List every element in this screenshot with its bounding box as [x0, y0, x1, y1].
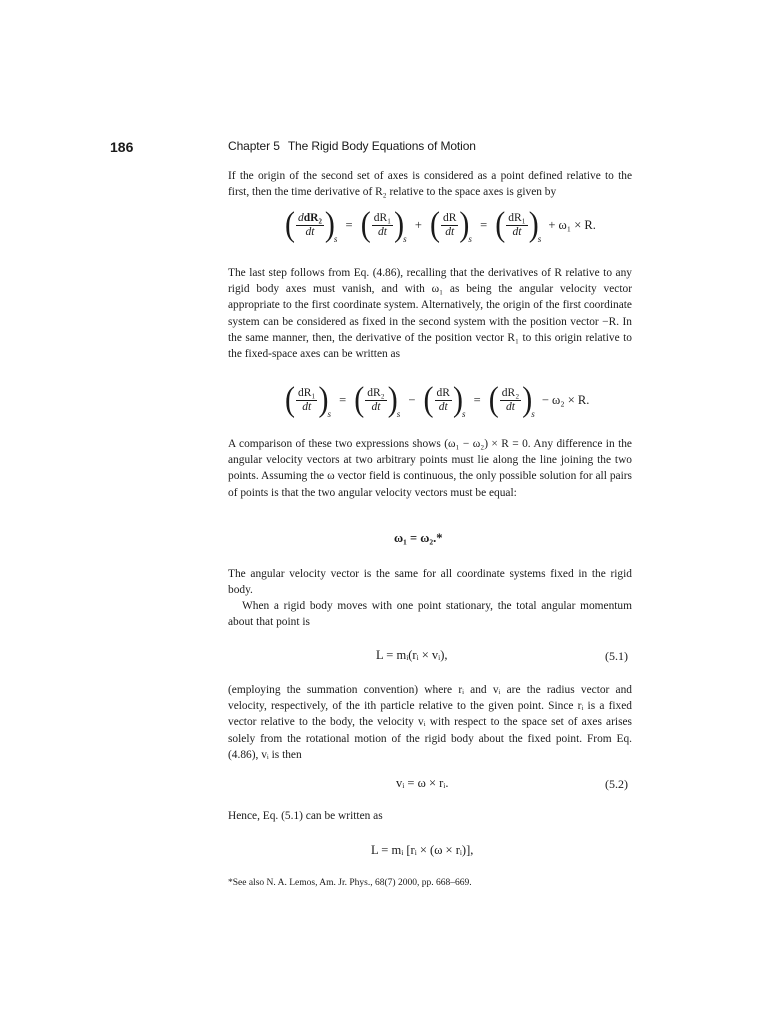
- equals-sign: =: [339, 392, 347, 407]
- numerator-R1: dR₁: [373, 211, 392, 224]
- equation-tail: − ω₂ × R.: [541, 392, 590, 407]
- subscript-s: s: [396, 409, 401, 419]
- paragraph-3: A comparison of these two expressions shows (ω₁ − ω₂) × R = 0. Any difference in the angular velocity vectors at two arbitrary points must lie along the line joining the two points. Assuming the ω vector field is continuous, the only possible solution for all pairs of points is that the two angular velocity vectors must be equal:: [228, 438, 632, 499]
- deriv-term-dR2: ( $\frac{\text{ddR₂}}{dt}$ ) s: [285, 205, 338, 244]
- equation-angular-momentum: L = mᵢ [rᵢ × (ω × rᵢ)],: [371, 843, 474, 857]
- equals-sign: =: [345, 217, 353, 232]
- denominator: dt: [302, 400, 312, 413]
- paragraph-7: Hence, Eq. (5.1) can be written as: [228, 810, 383, 822]
- numerator-R2: dR₂: [367, 386, 385, 399]
- equation-5-2: vᵢ = ω × rᵢ.: [396, 776, 449, 790]
- deriv-term-dR: ( $\frac{dR}{dt}$ ) s: [423, 380, 466, 419]
- equation-5-1: L = mᵢ(rᵢ × vᵢ),: [376, 648, 448, 662]
- subscript-s: s: [531, 409, 535, 419]
- deriv-term-dR2: ( $\frac{\text{dR₂}}{dt}$ ) s: [354, 380, 401, 419]
- denominator: dt: [512, 225, 522, 238]
- denominator: dt: [445, 225, 455, 238]
- running-head: [228, 139, 476, 153]
- equation-number-5-2: (5.2): [605, 777, 628, 791]
- numerator-R2: dR₂: [501, 386, 520, 399]
- subscript-s: s: [333, 234, 338, 244]
- paragraph-1: If the origin of the second set of axes is considered as a point defined relative to the first, then the time derivative of R₂ relative to the space axes is given by: [228, 170, 632, 199]
- denominator: dt: [371, 400, 381, 413]
- equation-omega-equal: ω₁ = ω₂.*: [394, 531, 443, 545]
- equals-sign: =: [473, 392, 481, 407]
- paragraph-6: (employing the summation convention) where rᵢ and vᵢ are the radius vector and velocity, respectively, of the ith particle relative to the given point. Since rᵢ is a fixed vector relative to the body, the velocity vᵢ with respect to the space set of axes arises solely from the rotational motion of the rigid body about the fixed point. From Eq. (4.86), vᵢ is then: [228, 684, 632, 761]
- numerator-R1: dR₁: [298, 386, 316, 399]
- denominator: dt: [438, 400, 448, 413]
- equation-number-5-1: (5.1): [605, 649, 628, 663]
- denominator: dt: [305, 225, 315, 238]
- equation-dR2-dt: [285, 205, 601, 244]
- denominator: dt: [506, 400, 515, 413]
- paragraph-2: The last step follows from Eq. (4.86), recalling that the derivatives of R relative to any rigid body axes must vanish, and with ω₁ as being the angular velocity vector appropriate to the first coordinate system. Alternatively, the origin of the first coordinate system can be considered as fixed in the second system with the position vector −R. In the same manner, then, the derivative of the position vector R₁ to this origin relative to the fixed-space axes can be written as: [228, 267, 632, 361]
- equals-sign: =: [480, 217, 488, 232]
- paragraph-4: The angular velocity vector is the same for all coordinate systems fixed in the rigid body.: [228, 568, 632, 597]
- page-number: 186: [110, 139, 134, 155]
- subscript-s: s: [461, 409, 466, 419]
- subscript-s: s: [537, 234, 542, 244]
- deriv-term-dR1: ( $\frac{\text{dR₁}}{dt}$ ) s: [285, 380, 331, 419]
- chapter-label: Chapter 5: [228, 139, 280, 153]
- numerator-R2: dR₂: [303, 211, 322, 224]
- subscript-s: s: [327, 409, 331, 419]
- chapter-title: The Rigid Body Equations of Motion: [287, 139, 476, 153]
- numerator-R: dR: [443, 211, 457, 224]
- deriv-term-dR: ( $\frac{dR}{dt}$ ) s: [430, 205, 472, 244]
- deriv-term-dR2: ( $\frac{\text{dR₂}}{dt}$ ) s: [488, 380, 535, 419]
- deriv-term-dR1: ( $\frac{\text{dR₁}}{dt}$ ) s: [360, 205, 407, 244]
- numerator-R: dR: [436, 386, 450, 399]
- numerator-R1: dR₁: [508, 211, 526, 224]
- minus-sign: −: [408, 392, 416, 407]
- paragraph-5: When a rigid body moves with one point stationary, the total angular momentum about that point is: [228, 600, 632, 629]
- denominator: dt: [377, 225, 387, 238]
- equation-tail: + ω₁ × R.: [548, 217, 596, 232]
- plus-sign: +: [414, 217, 422, 232]
- equation-dR1-dt: [285, 380, 594, 419]
- subscript-s: s: [468, 234, 472, 244]
- footnote: *See also N. A. Lemos, Am. Jr. Phys., 68(7) 2000, pp. 668–669.: [228, 878, 472, 888]
- deriv-term-dR1: ( $\frac{\text{dR₁}}{dt}$ ) s: [495, 205, 542, 244]
- subscript-s: s: [403, 234, 407, 244]
